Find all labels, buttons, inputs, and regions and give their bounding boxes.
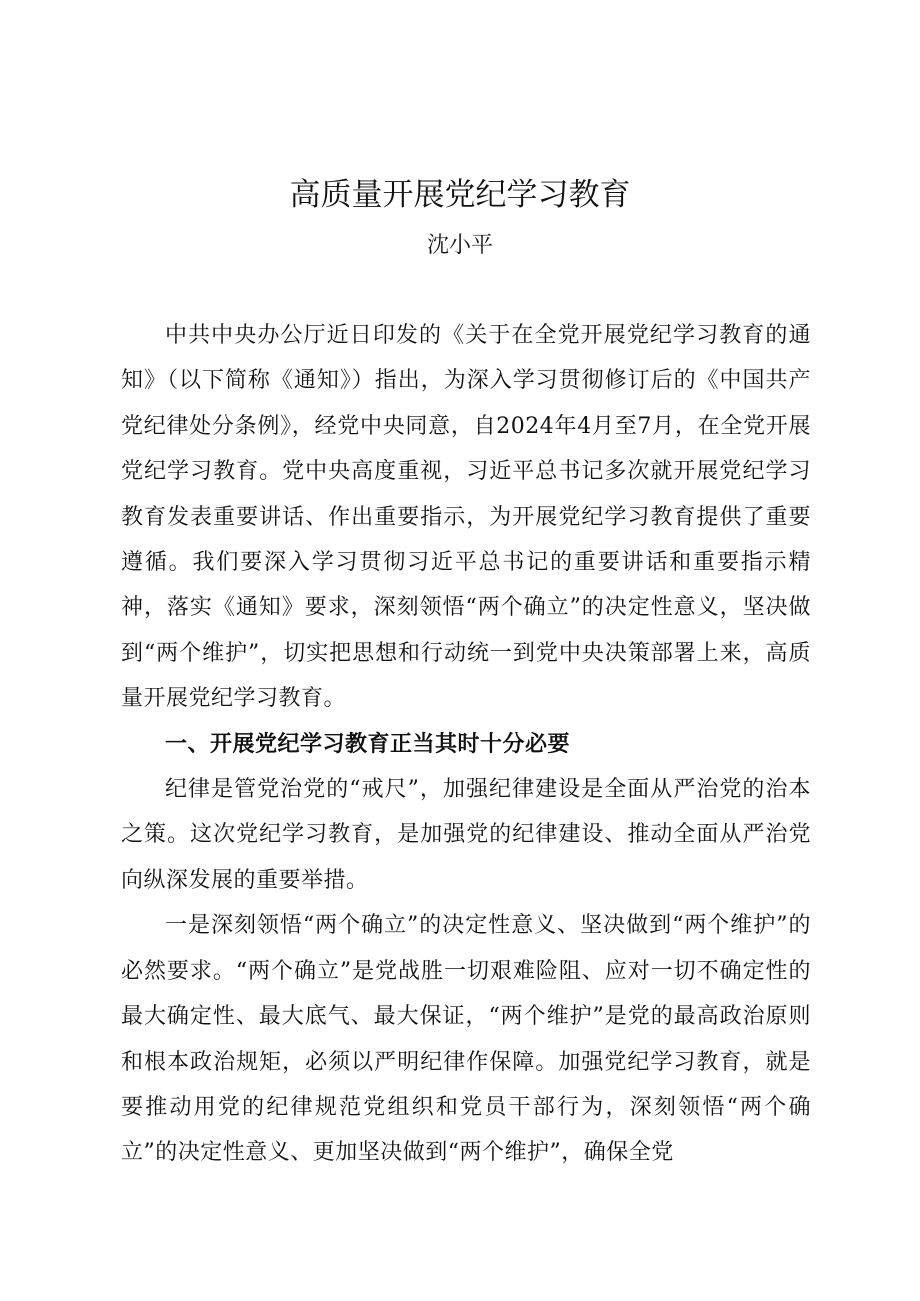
section-heading-1: 一、开展党纪学习教育正当其时十分必要 (165, 731, 571, 757)
author-name: 沈小平 (426, 233, 493, 258)
article-body (121, 313, 811, 1176)
document-title: 高质量开展党纪学习教育 (289, 177, 631, 213)
section-paragraph: 纪律是管党治党的“戒尺”，加强纪律建设是全面从严治党的治本之策。这次党纪学习教育，是加强党的纪律建设、推动全面从严治党向纵深发展的重要举措。 (121, 777, 811, 893)
intro-paragraph: 中共中央办公厅近日印发的《关于在全党开展党纪学习教育的通知》（以下简称《通知》）指出，为深入学习贯彻修订后的《中国共产党纪律处分条例》，经党中央同意，自2024年4月至7月，在全党开展党纪学习教育。党中央高度重视，习近平总书记多次就开展党纪学习教育发表重要讲话、作出重要指示，为开展党纪学习教育提供了重要遵循。我们要深入学习贯彻习近平总书记的重要讲话和重要指示精神，落实《通知》要求，深刻领悟“两个确立”的决定性意义，坚决做到“两个维护”，切实把思想和行动统一到党中央决策部署上来，高质量开展党纪学习教育。 (121, 323, 811, 712)
section-paragraph: 一是深刻领悟“两个确立”的决定性意义、坚决做到“两个维护”的必然要求。“两个确立”是党战胜一切艰难险阻、应对一切不确定性的最大确定性、最大底气、最大保证，“两个维护”是党的最高政治原则和根本政治规矩，必须以严明纪律作保障。加强党纪学习教育，就是要推动用党的纪律规范党组织和党员干部行为，深刻领悟“两个确立”的决定性意义、更加坚决做到“两个维护”，确保全党 (121, 913, 811, 1166)
